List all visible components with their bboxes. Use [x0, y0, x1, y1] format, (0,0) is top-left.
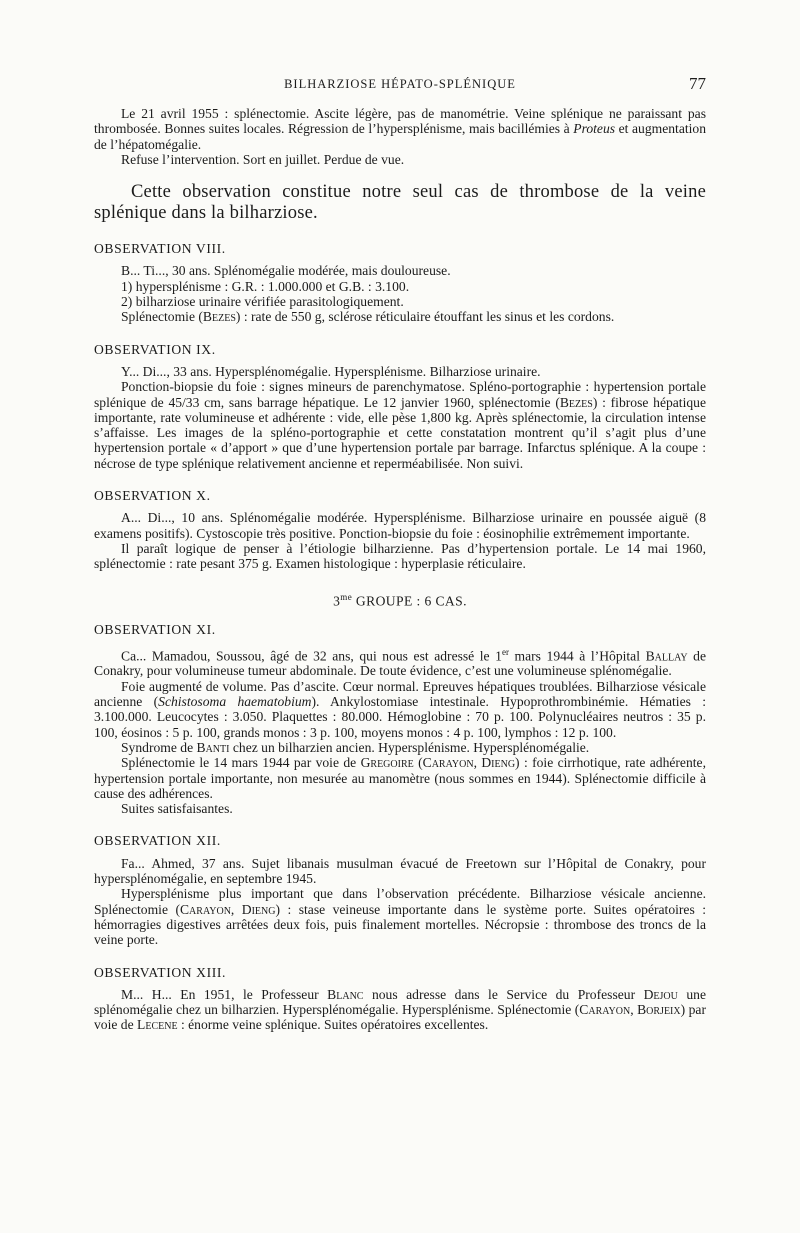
text-run: Ca... Mamadou, Soussou, âgé de 32 ans, qui nous est adressé le 1	[121, 648, 502, 664]
text-run: Splénectomie le 14 mars 1944 par voie de	[121, 755, 361, 771]
author-name: Gregoire	[360, 755, 414, 771]
observation-line: B... Ti..., 30 ans. Splénomégalie modérée, mais douloureuse.	[121, 263, 451, 279]
intro-paragraph: Refuse l’intervention. Sort en juillet. Perdue de vue.	[121, 151, 405, 167]
observation-line: 2) bilharziose urinaire vérifiée parasitologiquement.	[121, 294, 404, 310]
body-text	[94, 106, 706, 1033]
text-run: et augmentation de l’hépatomégalie.	[94, 121, 706, 152]
author-name: Blanc	[327, 986, 364, 1002]
observation-paragraph	[94, 679, 706, 740]
observation-heading: OBSERVATION IX.	[94, 341, 216, 357]
author-name: Dejou	[643, 986, 678, 1002]
observation-paragraph: Il paraît logique de penser à l’étiologie bilharzienne. Pas d’hypertension portale. Le 14 mai 1960, splénectomie : rate pesant 375 g. Examen histologique : hyperplasie réticulaire.	[94, 540, 706, 572]
observation-paragraph	[94, 379, 706, 471]
text-run: ) : stase veineuse importante dans le système porte. Suites opératoires : hémorragies digestives arrêtées deux fois, puis finalement mortelles. Nécropsie : thrombose des troncs de la veine porte.	[94, 901, 706, 948]
italic-term: Proteus	[573, 121, 616, 137]
surgeon-name: Carayon, Dieng	[179, 901, 276, 917]
text-run: mars 1944 à l’Hôpital	[508, 648, 646, 664]
text-run: ) par voie de	[94, 1002, 706, 1033]
text-run: ) : rate de 550 g, sclérose réticulaire étouffant les sinus et les cordons.	[235, 309, 615, 325]
surgeon-name: Bezes	[202, 309, 236, 325]
text-run: ) : foie cirrhotique, rate adhérente, hypertension portale importante, non mesurée au manomètre (nous sommes en 1944). Splénectomie difficile à cause des adhérences.	[94, 755, 706, 801]
text-run: Syndrome de	[121, 739, 197, 755]
text-run: M... H... En 1951, le Professeur	[121, 986, 328, 1002]
hospital-name: Ballay	[645, 648, 688, 664]
text-run: chez un bilharzien ancien. Hypersplénisme. Hypersplénomégalie.	[229, 739, 590, 755]
statement-paragraph: Cette observation constitue notre seul cas de thrombose de la veine splénique dans la bilharziose.	[94, 182, 706, 224]
group-label: GROUPE : 6 CAS.	[352, 593, 467, 609]
observation-paragraph	[94, 755, 706, 801]
observation-heading: OBSERVATION XII.	[94, 833, 221, 849]
text-run: Le 21 avril 1955 : splénectomie. Ascite légère, pas de manométrie. Veine splénique ne paraissant pas thrombosée. Bonnes suites locales. Régression de l’hypersplénisme, mais bacillémies à	[94, 106, 706, 137]
text-run: Splénectomie (	[121, 309, 203, 325]
observation-paragraph: Fa... Ahmed, 37 ans. Sujet libanais musulman évacué de Freetown sur l’Hôpital de Conakry, pour hypersplénomégalie, en septembre 1945.	[94, 855, 706, 887]
text-run: de Conakry, pour volumineuse tumeur abdominale. De toute évidence, c’est une volumineuse splénomégalie.	[94, 648, 706, 679]
surgeon-name: Bezes	[559, 394, 593, 410]
observation-paragraph: A... Di..., 10 ans. Splénomégalie modérée. Hypersplénisme. Bilharziose urinaire en poussée aiguë (8 examens positifs). Cystoscopie très positive. Ponction-biopsie du foie : éosinophilie extrêmement importante.	[94, 510, 706, 541]
observation-heading: OBSERVATION XIII.	[94, 964, 226, 980]
ordinal-suffix: er	[501, 646, 509, 657]
surgeon-name: Carayon, Dieng	[422, 755, 516, 771]
group-heading	[94, 590, 706, 609]
italic-term: Schistosoma haematobium	[158, 694, 312, 710]
observation-paragraph	[94, 987, 706, 1033]
observation-heading: OBSERVATION X.	[94, 488, 211, 504]
text-run: : énorme veine splénique. Suites opératoires excellentes.	[177, 1017, 489, 1033]
intro-paragraph	[94, 106, 706, 152]
observation-paragraph	[94, 309, 706, 324]
author-name: Banti	[196, 739, 230, 755]
page-header	[94, 74, 706, 94]
text-run: Hypersplénisme plus important que dans l’observation précédente. Bilharziose vésicale ancienne. Splénectomie (	[94, 886, 706, 917]
observation-line: Y... Di..., 33 ans. Hypersplénomégalie. Hypersplénisme. Bilharziose urinaire.	[121, 363, 541, 379]
text-run: ). Ankylostomiase intestinale. Hypoprothrombinémie. Hématies : 3.100.000. Leucocytes : 3.050. Plaquettes : 80.000. Hémoglobine : 70 p. 100. Polynucléaires neutros : 35 p. 100, éosinos : 5 p. 100, grands monos : 3 p. 100, moyens monos : 4 p. 100, lymphos : 12 p. 100.	[94, 694, 706, 740]
text-run: nous adresse dans le Service du Professeur	[363, 986, 644, 1002]
observation-paragraph	[94, 740, 706, 755]
group-number: 3	[333, 593, 341, 609]
text-run: (	[413, 755, 423, 771]
observation-line: Suites satisfaisantes.	[121, 801, 233, 817]
running-title: BILHARZIOSE HÉPATO-SPLÉNIQUE	[284, 77, 516, 91]
observation-paragraph	[94, 886, 706, 947]
text-run: Foie augmenté de volume. Pas d’ascite. Cœur normal. Epreuves hépatiques troublées. Bilharziose vésicale ancienne (	[94, 678, 706, 710]
author-name: Lecene	[137, 1017, 178, 1033]
observation-paragraph	[94, 645, 706, 679]
observation-heading: OBSERVATION XI.	[94, 622, 216, 638]
text-run: Ponction-biopsie du foie : signes mineurs de parenchymatose. Spléno-portographie : hypertension portale splénique de 45/33 cm, sans barrage hépatique. Le 12 janvier 1960, splénectomie (	[94, 379, 706, 410]
surgeon-name: Carayon, Borjeix	[579, 1002, 681, 1018]
page-number: 77	[689, 74, 706, 93]
observation-line: 1) hypersplénisme : G.R. : 1.000.000 et G.B. : 3.100.	[121, 278, 410, 294]
text-run: ) : fibrose hépatique importante, rate volumineuse et adhérente : vide, elle pèse 1,800 kg. Après splénectomie, la circulation intense s’affaisse. Les images de la spléno-portographie et cette constatation montrent qu’il s’agit plus d’une hypertension portale « d’apport » que d’une hypertension portale par barrage. Infarctus splénique. A la coupe : nécrose de type splénique relativement ancienne et reperméabilisée. Non suivi.	[94, 394, 706, 471]
text-run: une splénomégalie chez un bilharzien. Hypersplénomégalie. Hypersplénisme. Splénectomie (	[94, 986, 706, 1018]
ordinal-suffix: me	[340, 591, 353, 602]
observation-heading: OBSERVATION VIII.	[94, 241, 226, 257]
